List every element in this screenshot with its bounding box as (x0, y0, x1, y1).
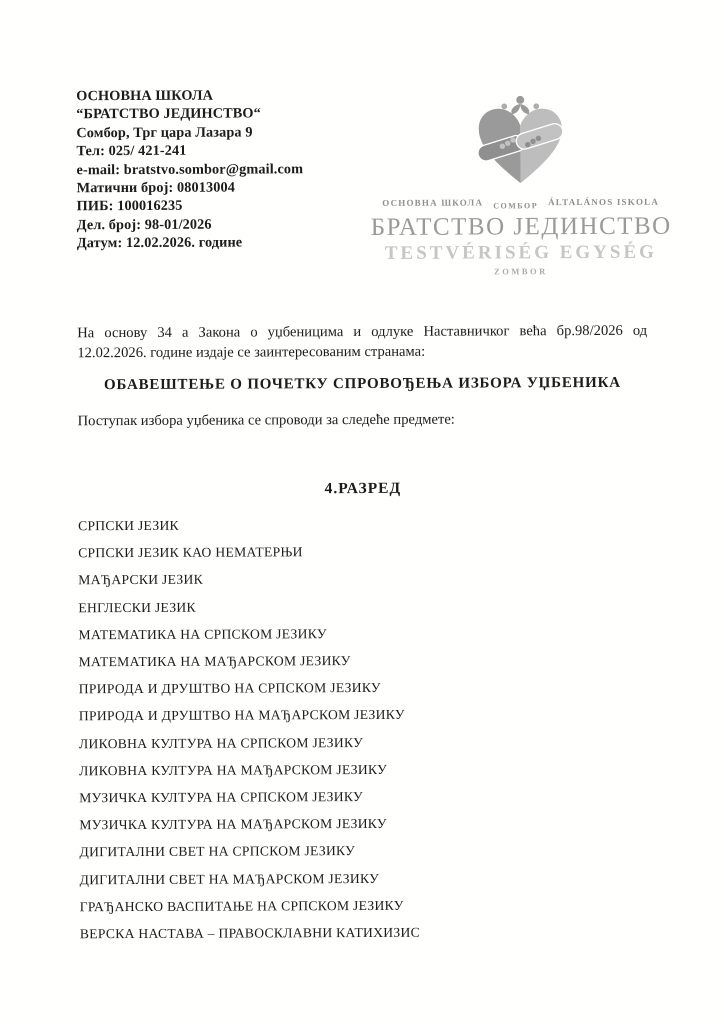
letterhead (76, 86, 377, 253)
subject-item: ЛИКОВНА КУЛТУРА НА СРПСКОМ ЈЕЗИКУ (78, 734, 364, 751)
protocol-number-line: Дел. број: 98-01/2026 (76, 216, 212, 234)
school-name-line: ОСНОВНА ШКОЛА (76, 87, 214, 105)
logo-name-serbian: БРАТСТВО ЈЕДИНСТВО (370, 212, 672, 241)
subject-item: МУЗИЧКА КУЛТУРА НА СРПСКОМ ЈЕЗИКУ (79, 789, 363, 806)
intro-paragraph-line-1: На основу 34 а Закона о уџбеницима и одлуке Наставничког већа бр.98/2026 од (77, 322, 648, 342)
subject-item: ГРАЂАНСКО ВАСПИТАЊЕ НА СРПСКОМ ЈЕЗИКУ (79, 897, 404, 915)
logo-school-cyrillic: ОСНОВНА ШКОЛА (382, 197, 484, 208)
subject-item: МАТЕМАТИКА НА СРПСКОМ ЈЕЗИКУ (78, 625, 327, 643)
pib-line: ПИБ: 100016235 (76, 198, 183, 215)
notice-title: ОБАВЕШТЕЊЕ О ПОЧЕТКУ СПРОВОЂЕЊА ИЗБОРА УЏБЕНИКА (103, 374, 621, 394)
subject-item: ПРИРОДА И ДРУШТВО НА МАЂАРСКОМ ЈЕЗИКУ (78, 707, 405, 724)
logo-top-line (371, 197, 671, 211)
address-line: Сомбор, Трг цара Лазара 9 (76, 124, 253, 142)
email-line: e-mail: bratstvo.sombor@gmail.com (76, 160, 304, 178)
procedure-line: Поступак избора уџбеника се спроводи за следеће предмете: (77, 411, 455, 430)
school-logo-block (370, 91, 671, 277)
subject-item: ПРИРОДА И ДРУШТВО НА СРПСКОМ ЈЕЗИКУ (78, 680, 381, 697)
subject-item: СРПСКИ ЈЕЗИК КАО НЕМАТЕРЊИ (78, 544, 303, 561)
subject-item: ЕНГЛЕСКИ ЈЕЗИК (78, 599, 196, 615)
subject-item: ДИГИТАЛНИ СВЕТ НА СРПСКОМ ЈЕЗИКУ (79, 843, 356, 860)
logo-name-hungarian: TESTVÉRISÉG EGYSÉG (384, 241, 657, 264)
intro-paragraph-line-2: 12.02.2026. године издаје се заинтересованим странама: (77, 343, 426, 362)
logo-city-cyrillic: СОМБОР (493, 201, 539, 211)
subject-item: МУЗИЧКА КУЛТУРА НА МАЂАРСКОМ ЈЕЗИКУ (79, 816, 387, 833)
subject-item: ЛИКОВНА КУЛТУРА НА МАЂАРСКОМ ЈЕЗИКУ (79, 761, 388, 779)
handshake-heart-logo-icon (464, 91, 576, 193)
school-quoted-name-line: “БРАТСТВО ЈЕДИНСТВО“ (76, 105, 261, 123)
subjects-list (78, 510, 650, 948)
subject-item: МАЂАРСКИ ЈЕЗИК (78, 572, 204, 588)
logo-school-hungarian: ÁLTALÁNOS ISKOLA (548, 196, 660, 208)
subject-item: ВЕРСКА НАСТАВА – ПРАВОСКЛАВНИ КАТИХИЗИС (79, 924, 421, 942)
date-line: Датум: 12.02.2026. године (76, 234, 243, 252)
registration-number-line: Матични број: 08013004 (76, 179, 236, 197)
subject-item: МАТЕМАТИКА НА МАЂАРСКОМ ЈЕЗИКУ (78, 653, 351, 670)
logo-city-hungarian: ZOMBOR (494, 266, 548, 277)
phone-line: Тел: 025/ 421-241 (76, 142, 187, 160)
subject-item: ДИГИТАЛНИ СВЕТ НА МАЂАРСКОМ ЈЕЗИКУ (79, 870, 380, 887)
grade-heading: 4.РАЗРЕД (324, 479, 402, 498)
document-body (77, 321, 650, 948)
subject-item: СРПСКИ ЈЕЗИК (78, 517, 179, 534)
